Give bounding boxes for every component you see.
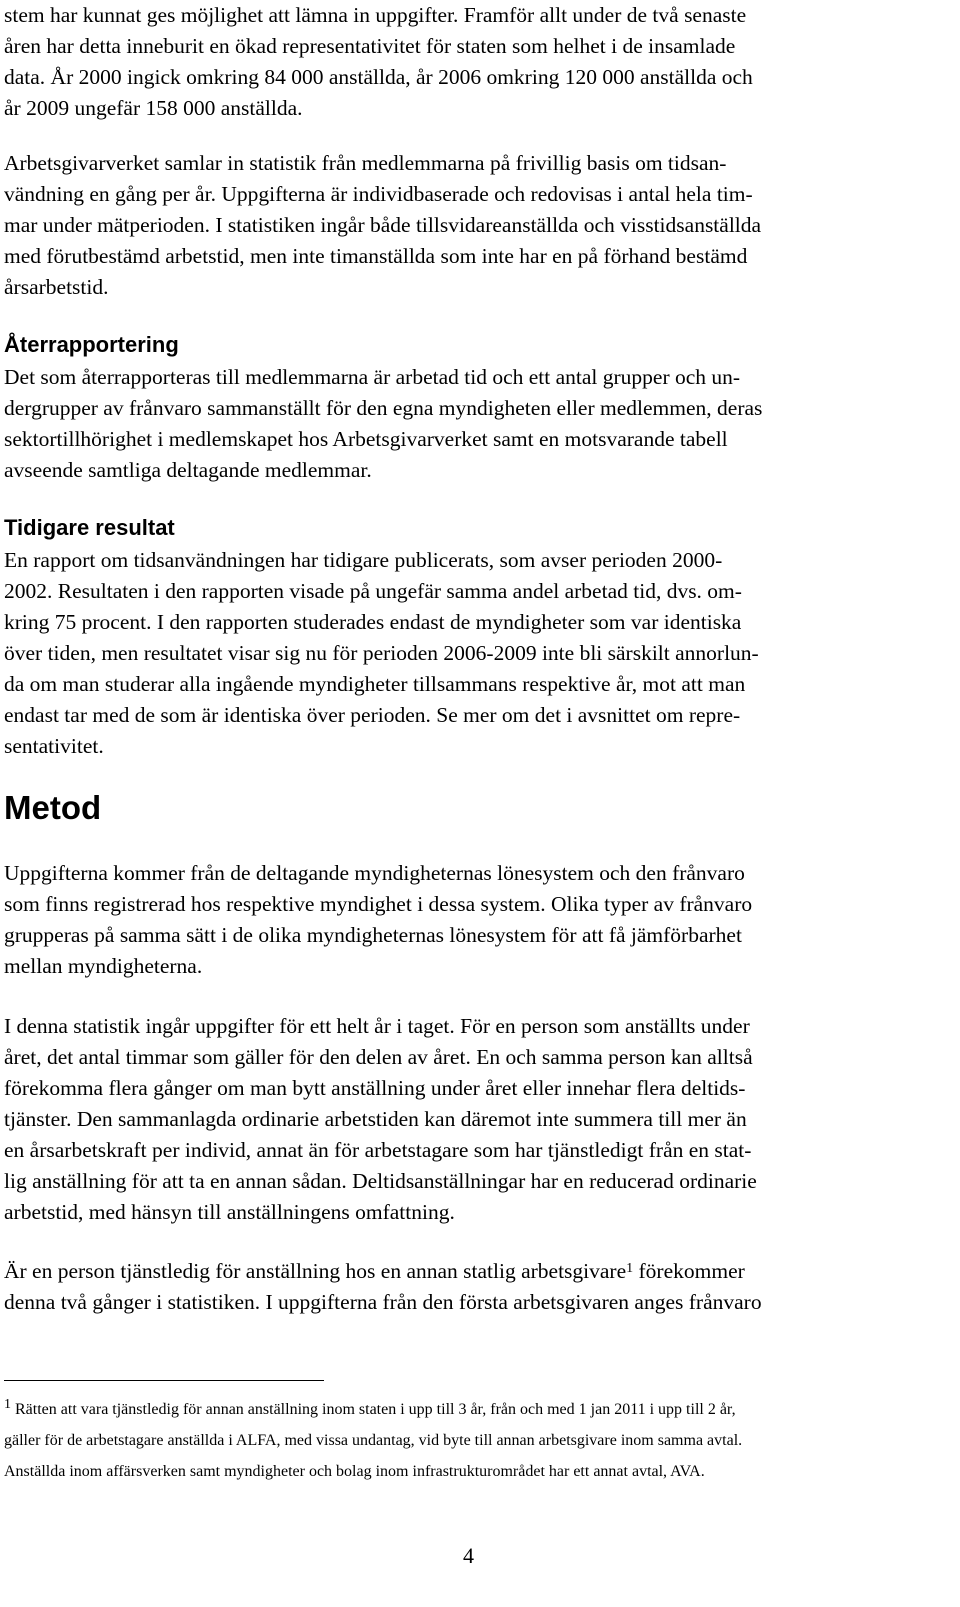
text-line: mellan myndigheterna.: [4, 954, 203, 978]
method-paragraph-3: [4, 1256, 762, 1318]
method-paragraph-2: [4, 1011, 757, 1228]
method-paragraph-1: [4, 858, 752, 982]
text-line: avseende samtliga deltagande medlemmar.: [4, 458, 372, 482]
text-segment: Är en person tjänstledig för anställning hos en annan statlig arbetsgivare: [4, 1259, 627, 1283]
text-line: som finns registrerad hos respektive myndighet i dessa system. Olika typer av frånvaro: [4, 892, 753, 916]
footnote-line: [4, 1394, 742, 1425]
footnote-line: Anställda inom affärsverken samt myndigheter och bolag inom infrastrukturområdet har ett annat avtal, AVA.: [4, 1463, 705, 1480]
text-line: endast tar med de som är identiska över perioden. Se mer om det i avsnittet om repre-: [4, 703, 741, 727]
text-line: över tiden, men resultatet visar sig nu för perioden 2006-2009 inte bli särskilt annorlun-: [4, 641, 759, 665]
text-line: Arbetsgivarverket samlar in statistik från medlemmarna på frivillig basis om tidsan-: [4, 151, 727, 175]
text-line: I denna statistik ingår uppgifter för ett helt år i taget. För en person som anställts under: [4, 1014, 750, 1038]
text-line: [4, 1256, 762, 1287]
text-line: da om man studerar alla ingående myndigheter tillsammans respektive år, mot att man: [4, 672, 746, 696]
text-line: årsarbetstid.: [4, 275, 109, 299]
footnote: [4, 1394, 742, 1487]
text-segment: Rätten att vara tjänstledig för annan anställning inom staten i upp till 3 år, från och med 1 jan 2011 i upp till 2 år,: [11, 1401, 736, 1418]
footnote-reference[interactable]: 1: [626, 1261, 634, 1276]
text-line: Uppgifterna kommer från de deltagande myndigheternas lönesystem och den frånvaro: [4, 861, 745, 885]
text-line: sentativitet.: [4, 734, 104, 758]
text-line: år 2009 ungefär 158 000 anställda.: [4, 96, 303, 120]
footnote-marker: 1: [4, 1397, 11, 1412]
intro-paragraph: [4, 0, 753, 124]
text-line: denna två gånger i statistiken. I uppgifterna från den första arbetsgivaren anges frånvaro: [4, 1290, 762, 1314]
text-line: en årsarbetskraft per individ, annat än för arbetstagare som har tjänstledigt från en stat-: [4, 1138, 752, 1162]
text-line: mar under mätperioden. I statistiken ingår både tillsvidareanställda och visstidsanställda: [4, 213, 762, 237]
text-line: dergrupper av frånvaro sammanställt för den egna myndigheten eller medlemmen, deras: [4, 396, 763, 420]
text-line: arbetstid, med hänsyn till anställningens omfattning.: [4, 1200, 455, 1224]
text-line: grupperas på samma sätt i de olika myndigheternas lönesystem för att få jämförbarhet: [4, 923, 742, 947]
text-line: året, det antal timmar som gäller för den delen av året. En och samma person kan alltså: [4, 1045, 753, 1069]
page-number: 4: [463, 1543, 474, 1568]
text-line: Det som återrapporteras till medlemmarna är arbetad tid och ett antal grupper och un-: [4, 365, 741, 389]
text-line: stem har kunnat ges möjlighet att lämna in uppgifter. Framför allt under de två senaste: [4, 3, 747, 27]
collection-paragraph: [4, 148, 761, 303]
text-line: data. År 2000 ingick omkring 84 000 anställda, år 2006 omkring 120 000 anställda och: [4, 65, 753, 89]
reporting-paragraph: [4, 362, 762, 486]
text-line: lig anställning för att ta en annan sådan. Deltidsanställningar har en reducerad ordinarie: [4, 1169, 757, 1193]
text-line: tjänster. Den sammanlagda ordinarie arbetstiden kan däremot inte summera till mer än: [4, 1107, 747, 1131]
footnote-line: gäller för de arbetstagare anställda i ALFA, med vissa undantag, vid byte till annan arbetsgivare inom samma avtal.: [4, 1432, 743, 1449]
reporting-heading: Återrapportering: [4, 332, 179, 357]
text-line: med förutbestämd arbetstid, men inte timanställda som inte har en på förhand bestämd: [4, 244, 748, 268]
text-line: kring 75 procent. I den rapporten studerades endast de myndigheter som var identiska: [4, 610, 742, 634]
text-line: En rapport om tidsanvändningen har tidigare publicerats, som avser perioden 2000-: [4, 548, 723, 572]
text-line: 2002. Resultaten i den rapporten visade på ungefär samma andel arbetad tid, dvs. om-: [4, 579, 742, 603]
footnote-separator: [4, 1380, 324, 1381]
text-line: åren har detta inneburit en ökad representativitet för staten som helhet i de insamlade: [4, 34, 736, 58]
text-line: förekomma flera gånger om man bytt anställning under året eller innehar flera deltids-: [4, 1076, 746, 1100]
previous-results-paragraph: [4, 545, 759, 762]
method-heading: Metod: [4, 789, 102, 826]
text-line: sektortillhörighet i medlemskapet hos Arbetsgivarverket samt en motsvarande tabell: [4, 427, 728, 451]
text-line: vändning en gång per år. Uppgifterna är individbaserade och redovisas i antal hela tim-: [4, 182, 753, 206]
previous-results-heading: Tidigare resultat: [4, 515, 175, 540]
text-segment: förekommer: [633, 1259, 745, 1283]
